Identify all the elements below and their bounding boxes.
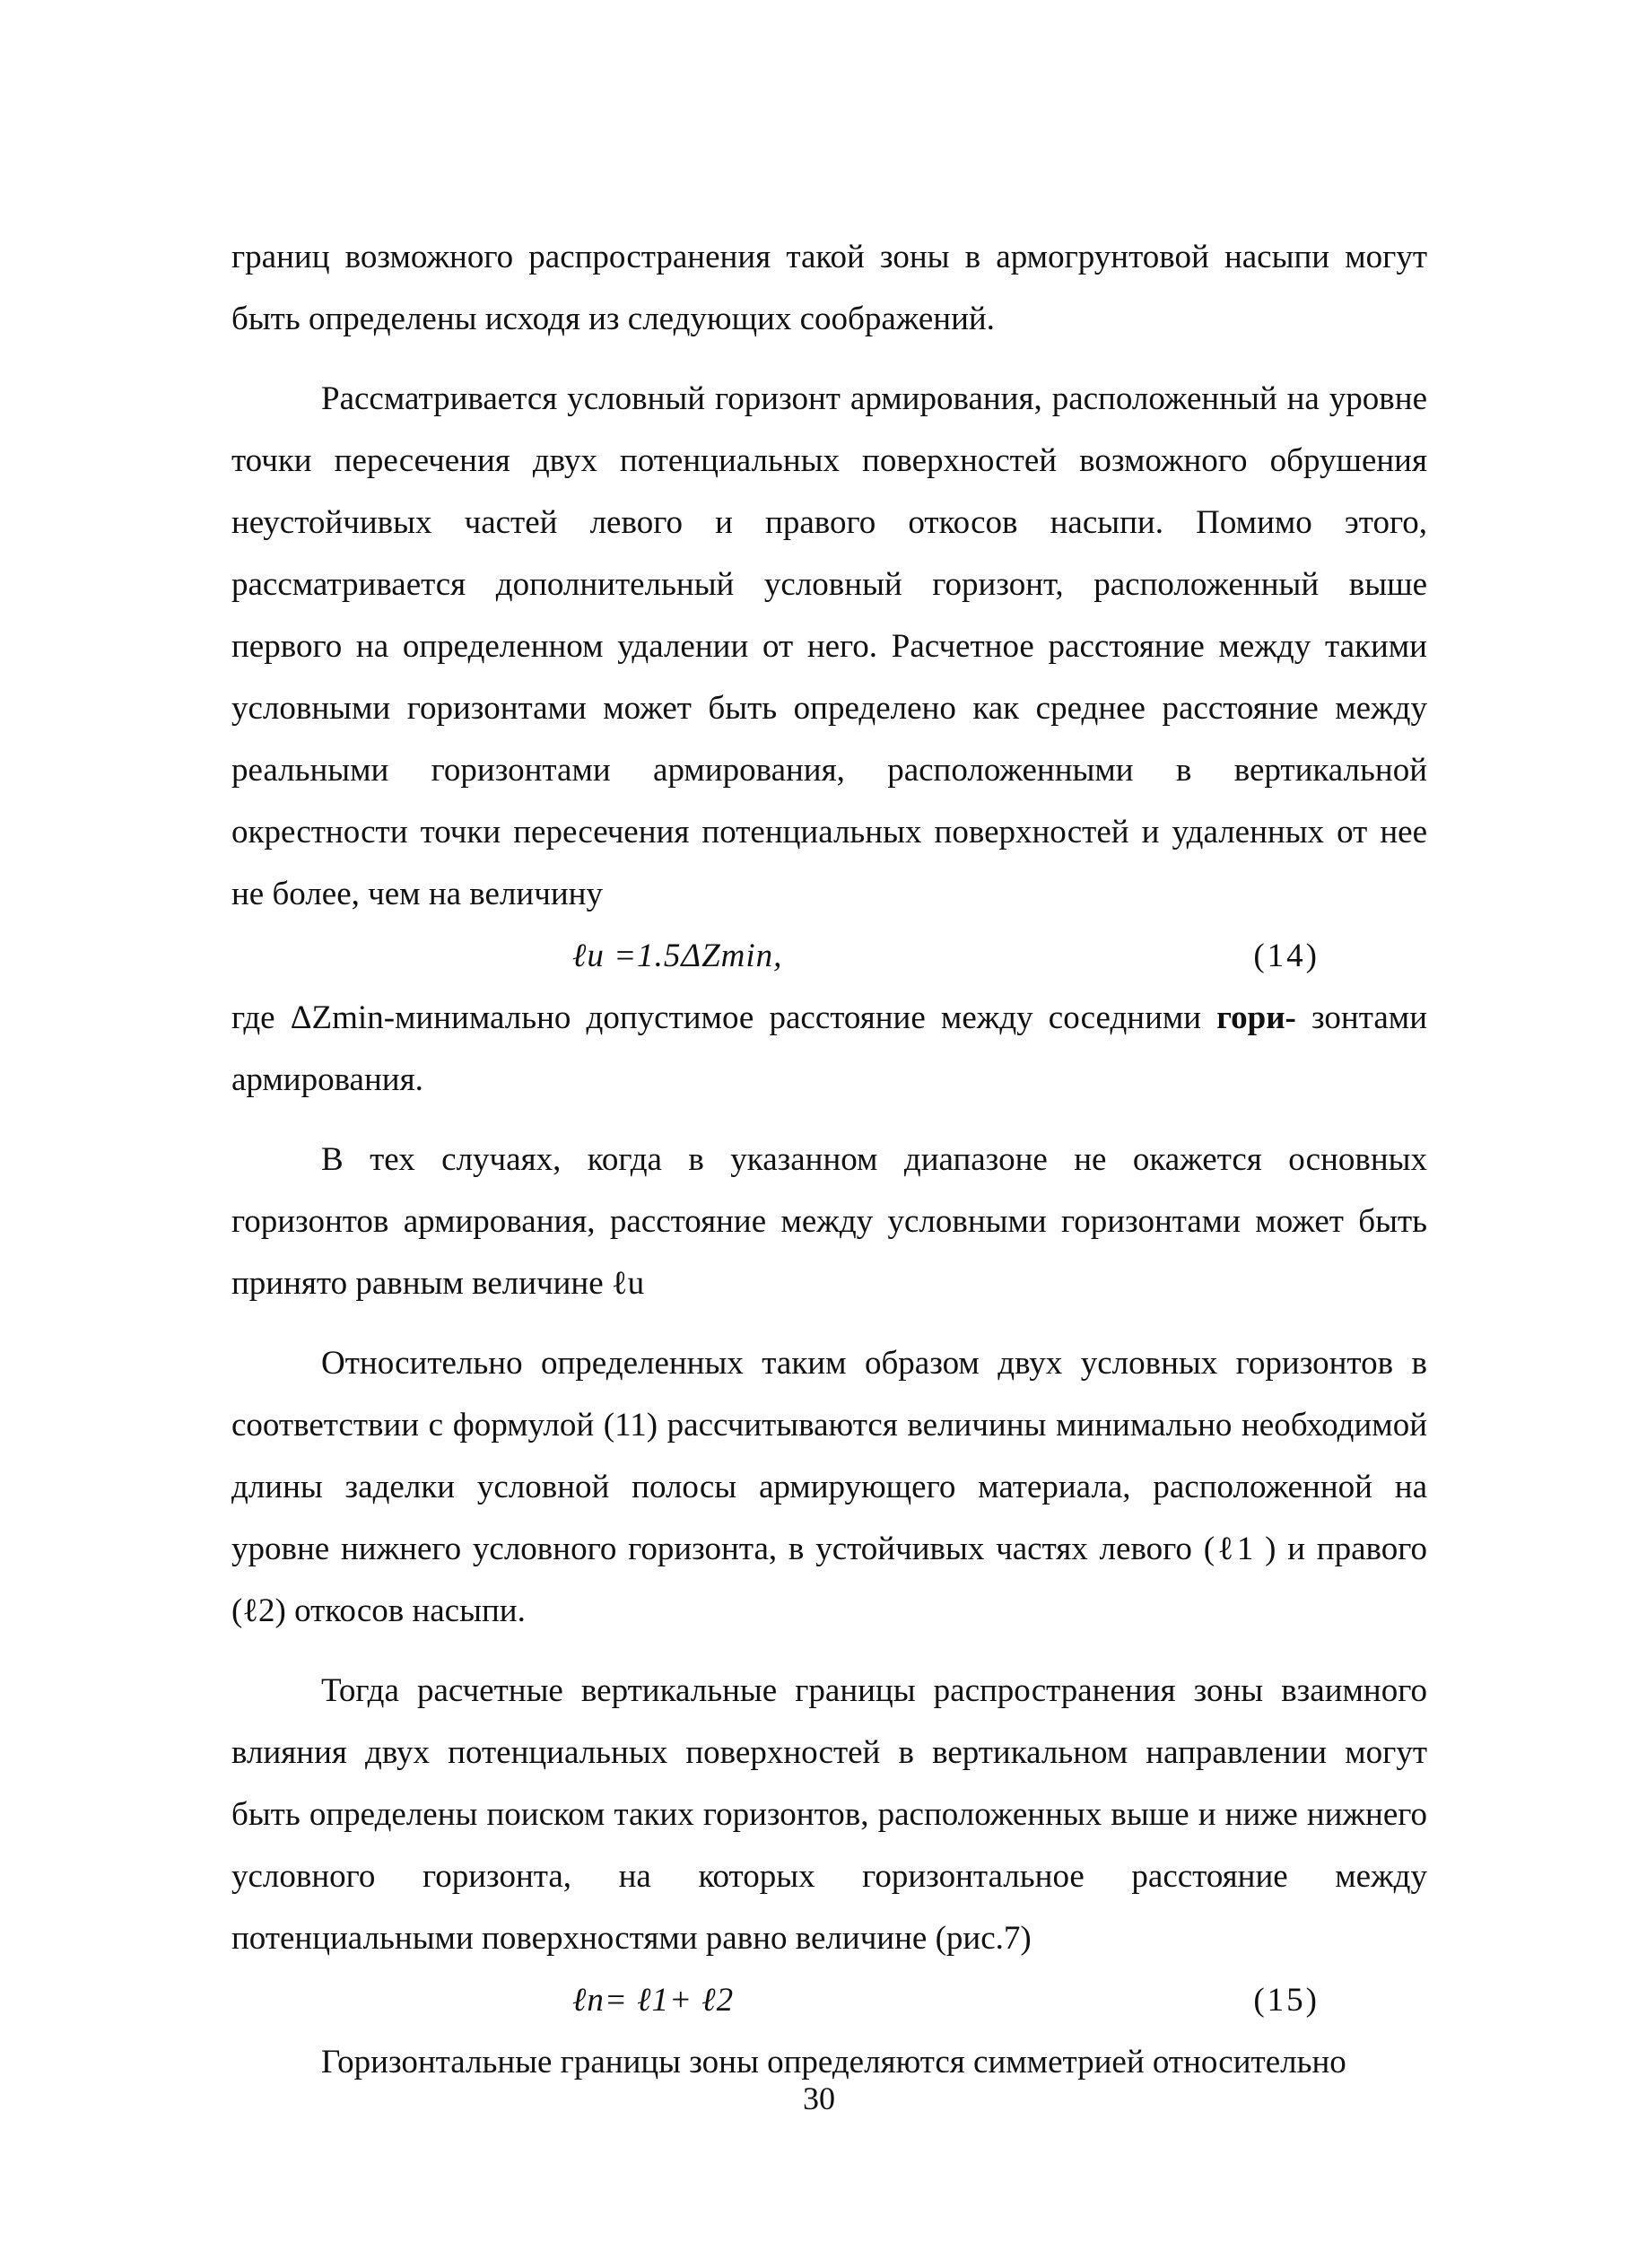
formula-14-number: (14) xyxy=(1253,938,1320,974)
paragraph-4: В тех случаях, когда в указанном диапазоне не окажется основных горизонтов армирования, расстояние между условными горизонтами может быть принято равным величине ℓu xyxy=(231,1141,1427,1302)
paragraph-1: границ возможного распространения такой зоны в армогрунтовой насыпи могут быть определены исходя из следующих соображений. xyxy=(231,239,1427,337)
formula-15-number: (15) xyxy=(1253,1982,1320,2019)
paragraph-6: Тогда расчетные вертикальные границы распространения зоны взаимного влияния двух потенциальных поверхностей в вертикальном направлении могут быть определены поиском таких горизонтов, расположенных выше и ниже нижнего условного горизонта, на которых горизонтальное расстояние между потенциальными поверхностями равно величине (рис.7) xyxy=(231,1672,1427,1957)
paragraph-2: Рассматривается условный горизонт армирования, расположенный на уровне точки пересечения двух потенциальных поверхностей возможного обрушения неустойчивых частей левого и правого откосов насыпи. Помимо этого, рассматривается дополнительный условный горизонт, расположенный выше первого на определенном удалении от него. Расчетное расстояние между такими условными горизонтами может быть определено как среднее расстояние между реальными горизонтами армирования, расположенными в вертикальной окрестности точки пересечения потенциальных поверхностей и удаленных от нее не более, чем на величину xyxy=(231,380,1427,912)
formula-14-row xyxy=(231,925,1427,987)
body-text xyxy=(231,226,1427,2093)
formula-15-row xyxy=(231,1969,1427,2031)
paragraph-3 xyxy=(231,987,1427,1111)
formula-14: ℓu =1.5ΔZmin, xyxy=(572,938,783,974)
paragraph-7: Горизонтальные границы зоны определяются симметрией относительно xyxy=(321,2044,1346,2080)
page-number: 30 xyxy=(803,2080,835,2116)
paragraph-3-bold: гори- xyxy=(1216,999,1296,1036)
paragraph-3-end: зонтами армирования. xyxy=(231,999,1427,1098)
paragraph-5: Относительно определенных таким образом двух условных горизонтов в соответствии с формулой (11) рассчитываются величины минимально необходимой длины заделки условной полосы армирующего материала, расположенной на уровне нижнего условного горизонта, в устойчивых частях левого (ℓ1 ) и правого (ℓ2) откосов насыпи. xyxy=(231,1345,1427,1629)
paragraph-3-start: где ΔZmin-минимально допустимое расстояние между соседними xyxy=(231,999,1217,1036)
formula-15: ℓn= ℓ1+ ℓ2 xyxy=(572,1982,735,2019)
